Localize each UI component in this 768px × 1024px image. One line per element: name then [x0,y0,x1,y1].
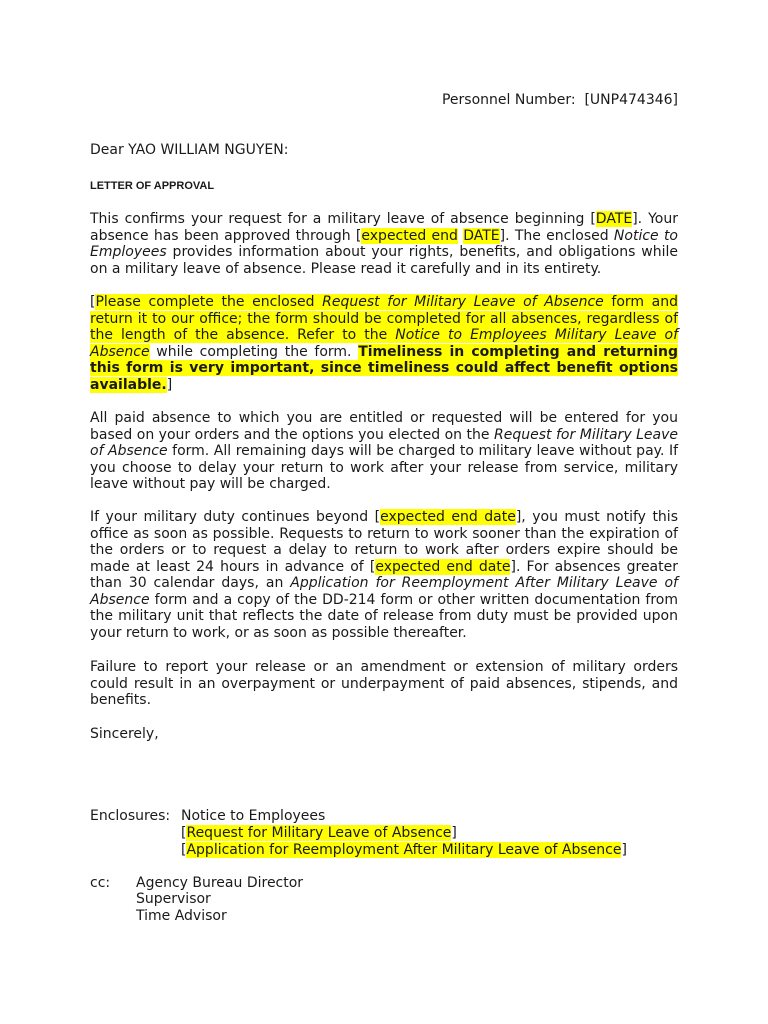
emphasis-request-form-2: Request for Military Leave of Absence [90,426,678,459]
personnel-number-value: [UNP474346] [584,92,678,108]
emphasis-reemployment-application: Application for Reemployment After Military Leave of Absence [90,575,678,608]
personnel-number [442,92,678,109]
enclosures-label: Enclosures: [90,808,171,824]
cc-recipient: Time Advisor [136,908,227,924]
highlight-start-date: DATE [595,211,633,227]
cc-label: cc: [90,875,111,891]
enclosure-item: [Request for Military Leave of Absence] [181,825,457,841]
emphasis-notice-military-leave: Notice to Employees Military Leave of Absence [90,327,679,360]
highlight-expected-end: expected end [361,227,458,244]
emphasis-notice-to-employees: Notice to Employees [90,227,679,260]
paragraph-duty-continues: If your military duty continues beyond [expected end date], you must notify this office as soon as possible. Requests to return to work sooner than the expiration of the orders or to request a delay to return to work after orders expire should be made at least 24 hours in advance of [expected end date]. For absences greater than 30 calendar days, an Application for Reemployment After Military Leave of Absence form and a copy of the DD-214 form or other written documentation from the military unit that reflects the date of release from duty must be provided upon your return to work, or as soon as possible thereafter. [90,509,678,641]
personnel-number-label: Personnel Number: [441,92,576,108]
highlight-expected-end-date-1: expected end date [380,509,516,525]
bold-timeliness-notice: Timeliness in completing and returning this form is very important, since timeliness could affect benefit options available. [90,343,679,393]
emphasis-request-form: Request for Military Leave of Absence [322,294,604,310]
paragraph-failure-to-report: Failure to report your release or an amendment or extension of military orders could result in an overpayment or underpayment of paid absences, stipends, and benefits. [90,659,678,708]
enclosure-item: [Application for Reemployment After Military Leave of Absence] [181,842,627,858]
letter-heading: LETTER OF APPROVAL [90,180,215,192]
enclosure-item: Notice to Employees [181,808,326,824]
paragraph-complete-form: [Please complete the enclosed Request for Military Leave of Absence form and return it to our office; the form should be completed for all absences, regardless of the length of the absence. Refer to the Notice to Employees Military Leave of Absence while completing the form. Timeliness in completing and returning this form is very important, since timeliness could affect benefit options available.] [90,294,679,393]
highlight-expected-end-date-2: expected end date [375,558,511,575]
highlight-end-date: DATE [463,227,500,244]
paragraph-paid-absence: All paid absence to which you are entitled or requested will be entered for you based on your orders and the options you elected on the Request for Military Leave of Absence form. All remaining days will be charged to military leave without pay. If you choose to delay your return to work after your release from service, military leave without pay will be charged. [90,410,679,492]
cc-recipient: Supervisor [136,891,211,907]
cc-recipient: Agency Bureau Director [136,875,304,891]
paragraph-approval: This confirms your request for a military leave of absence beginning [DATE]. Your absence has been approved through [expected end DATE]. The enclosed Notice to Employees provides information about your rights, benefits, and obligations while on a military leave of absence. Please read it carefully and in its entirety. [90,211,679,277]
closing: Sincerely, [90,726,159,742]
salutation: Dear YAO WILLIAM NGUYEN: [90,142,289,158]
